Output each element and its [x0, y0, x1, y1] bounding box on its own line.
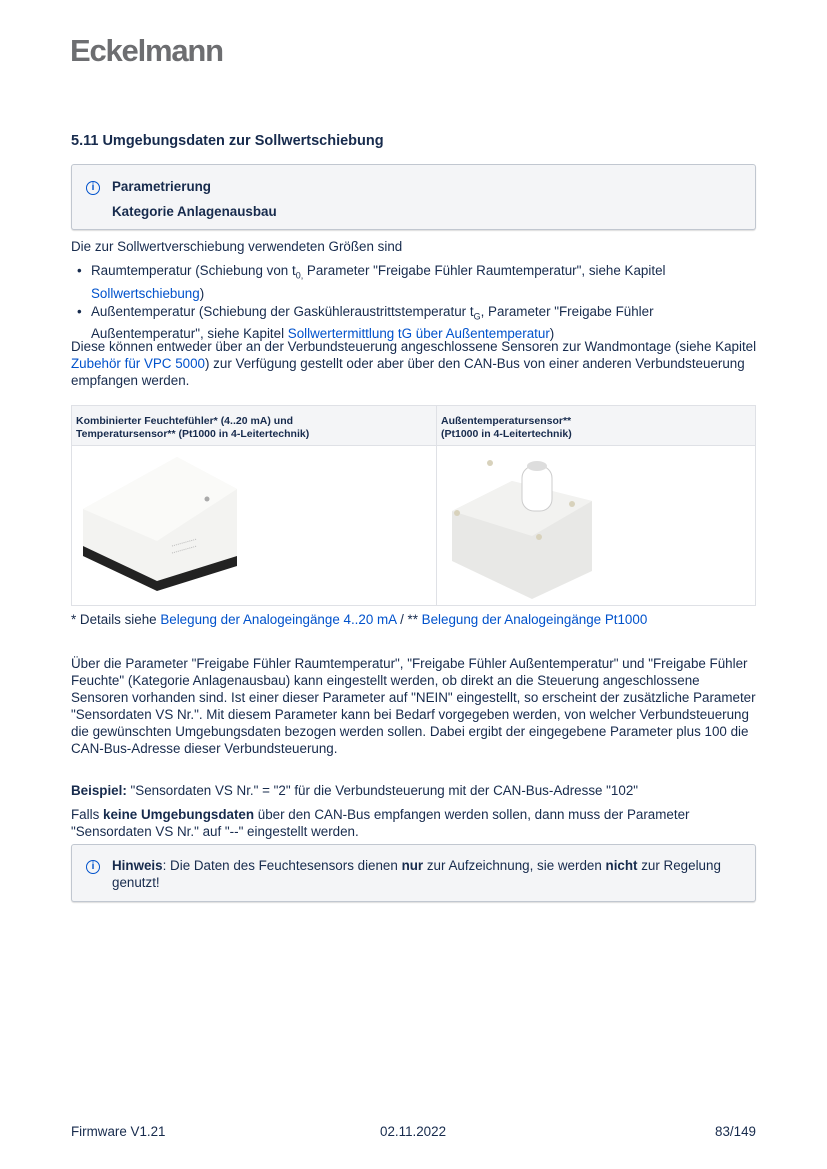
table-cell-image: [437, 446, 756, 606]
example-text: Beispiel: "Sensordaten VS Nr." = "2" für die Verbundsteuerung mit der CAN-Bus-Adresse "102": [71, 783, 639, 798]
paragraph-no-data: Falls keine Umgebungsdaten über den CAN-Bus empfangen werden sollen, dann muss der Parameter "Sensordaten VS Nr." auf "--" eingestellt werden.: [71, 807, 690, 839]
footer-firmware: Firmware V1.21: [71, 1124, 166, 1139]
outdoor-sensor-image: [442, 451, 622, 601]
info-icon: i: [86, 860, 100, 874]
link-sollwertermittlung[interactable]: Sollwertermittlung tG über Außentemperatur: [287, 326, 550, 342]
sensor-table: [71, 405, 756, 606]
intro-text: Die zur Sollwertverschiebung verwendeten Größen sind: [71, 239, 403, 254]
eckelmann-logo: Eckelmann: [70, 33, 223, 68]
table-cell-image: [72, 446, 437, 606]
footer-page-number: 83/149: [715, 1124, 756, 1139]
footnote: * Details siehe Belegung der Analogeingänge 4..20 mA / ** Belegung der Analogeingänge Pt1000: [71, 612, 648, 627]
info-subtitle: Kategorie Anlagenausbau: [112, 204, 277, 219]
paragraph-parameters: Über die Parameter "Freigabe Fühler Raumtemperatur", "Freigabe Fühler Außentemperatur" und "Freigabe Fühler Feuchte" (Kategorie Anlagenausbau) kann eingestellt werden, ob direkt an die Steuerung angeschlossene Sensoren vorhanden sind. Ist einer dieser Parameter auf "NEIN" eingestellt, so erscheint der zusätzliche Parameter "Sensordaten VS Nr.". Mit diesem Parameter kann bei Bedarf vorgegeben werden, von welcher Verbundsteuerung die gewünschten Umgebungsdaten bezogen werden sollen. Dabei ergibt der eingegebene Parameter plus 100 die CAN-Bus-Adresse dieser Verbundsteuerung.: [71, 656, 756, 756]
link-zubehoer[interactable]: Zubehör für VPC 5000: [71, 356, 205, 371]
list-item: • Außentemperatur (Schiebung der Gaskühleraustrittstemperatur $t_G$, Parameter "Freigabe Fühler Außentemperatur", siehe Kapitel Sollwertermittlung tG über Außentemperatur): [71, 303, 761, 343]
link-analogeingaenge-pt1000[interactable]: Belegung der Analogeingänge Pt1000: [421, 612, 648, 627]
info-title: Parametrierung: [112, 179, 211, 194]
bullet-list: [71, 262, 761, 342]
link-analogeingaenge-4-20ma[interactable]: Belegung der Analogeingänge 4..20 mA: [160, 612, 397, 627]
paragraph-sensors: Diese können entweder über an der Verbundsteuerung angeschlossene Sensoren zur Wandmontage (siehe Kapitel Zubehör für VPC 5000) zur Verfügung gestellt oder aber über den CAN-Bus von einer anderen Verbundsteuerung empfangen werden.: [71, 339, 757, 388]
table-header-aussentemperatursensor: Außentemperatursensor** (Pt1000 in 4-Leitertechnik): [437, 406, 756, 446]
info-icon: i: [86, 181, 100, 195]
list-item: • Raumtemperatur (Schiebung von $t_{0,}$ Parameter "Freigabe Fühler Raumtemperatur", siehe Kapitel Sollwertschiebung): [71, 262, 761, 302]
info-panel-parametrierung: [71, 164, 756, 230]
info-panel-hinweis: i Hinweis: Die Daten des Feuchtesensors dienen nur zur Aufzeichnung, sie werden nicht zur Regelung genutzt!: [71, 844, 756, 902]
link-sollwertschiebung[interactable]: Sollwertschiebung: [91, 285, 200, 301]
humidity-sensor-image: [77, 451, 257, 591]
table-header-feuchtefuehler: Kombinierter Feuchtefühler* (4..20 mA) und Temperatursensor** (Pt1000 in 4-Leitertechnik): [72, 406, 437, 446]
footer-date: 02.11.2022: [380, 1124, 447, 1139]
section-heading: 5.11 Umgebungsdaten zur Sollwertschiebung: [71, 133, 384, 149]
